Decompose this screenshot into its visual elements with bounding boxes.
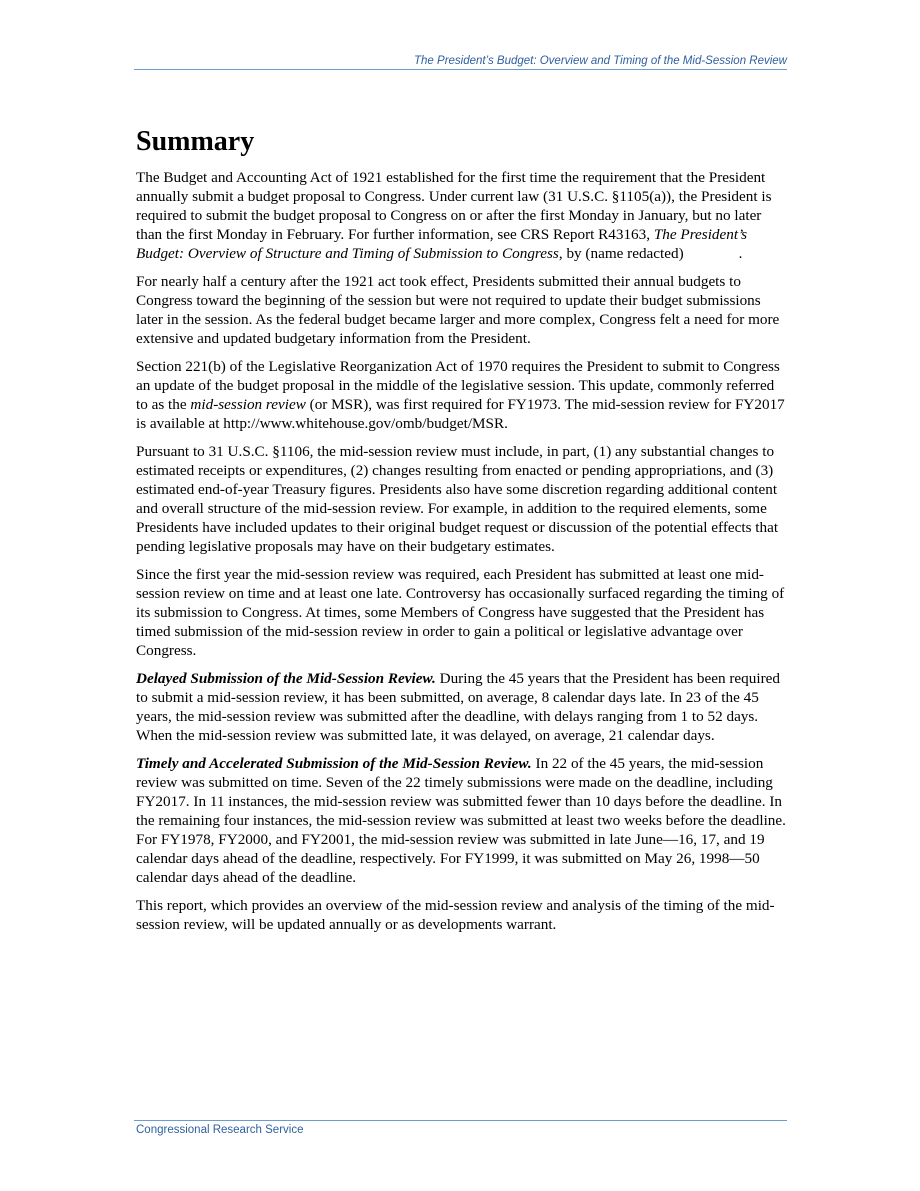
- paragraph-text: During the 45 years that the President has been required to submit a mid-session review, it has been submitted, on average, 8 calendar days late. In 23 of the 45 years, the mid-session review was submitted after the deadline, with delays ranging from 1 to 52 days. When the mid-session review was submitted late, it was delayed, on average, 21 calendar days.: [136, 670, 780, 744]
- paragraph-requirements: Pursuant to 31 U.S.C. §1106, the mid-session review must include, in part, (1) any substantial changes to estimated receipts or expenditures, (2) changes resulting from enacted or pending appropriations, and (3) estimated end-of-year Treasury figures. Presidents also have some discretion regarding additional content and overall structure of the mid-session review. For example, in addition to the required elements, some Presidents have included updates to their original budget request or discussion of the potential effects that pending legislative proposals may have on their budgetary estimates.: [136, 443, 779, 555]
- running-header: The President’s Budget: Overview and Timing of the Mid-Session Review: [414, 55, 787, 67]
- paragraph-history: For nearly half a century after the 1921 act took effect, Presidents submitted their annual budgets to Congress toward the beginning of the session but were not required to update their budget submissions later in the session. As the federal budget became larger and more complex, Congress felt a need for more extensive and updated budgetary information from the President.: [136, 273, 780, 347]
- term-mid-session-review: mid-session review: [190, 396, 306, 413]
- report-title: The President’s Budget: Overview of Structure and Timing of Submission to Congress: [136, 226, 748, 262]
- paragraph-lead-heading: Timely and Accelerated Submission of the Mid-Session Review.: [136, 755, 532, 772]
- paragraph-text: Section 221(b) of the Legislative Reorganization Act of 1970 requires the President to submit to Congress an update of the budget proposal in the middle of the legislative session. This update, commonly referred to as the: [136, 358, 780, 413]
- paragraph-text: , by (name redacted): [558, 245, 684, 262]
- section-title: Summary: [136, 126, 255, 157]
- paragraph-delayed-submission: [136, 669, 788, 745]
- paragraph-text: The Budget and Accounting Act of 1921 established for the first time the requirement that the President annually submit a budget proposal to Congress. Under current law (31 U.S.C. §1105(a)), the President is required to submit the budget proposal to Congress on or after the first Monday in January, but no later than the first Monday in February. For further information, see CRS Report R43163,: [136, 169, 772, 243]
- paragraph-budget-act: [136, 168, 788, 263]
- paragraph-text: (or MSR), was first required for FY1973. The mid-session review for FY2017 is available at http://www.whitehouse.gov/omb/budget/MSR.: [136, 396, 785, 432]
- paragraph-reorganization-act: [136, 357, 788, 433]
- paragraph-lead-heading: Delayed Submission of the Mid-Session Review.: [136, 670, 436, 687]
- paragraph-controversy: Since the first year the mid-session review was required, each President has submitted at least one mid-session review on time and at least one late. Controversy has occasionally surfaced regarding the timing of its submission to Congress. At times, some Members of Congress have suggested that the President has timed submission of the mid-session review in order to gain a political or legislative advantage over Congress.: [136, 566, 785, 659]
- footer-divider: [134, 1120, 787, 1121]
- paragraph-timely-submission: [136, 754, 788, 887]
- paragraph-report-overview: This report, which provides an overview of the mid-session review and analysis of the timing of the mid-session review, will be updated annually or as developments warrant.: [136, 897, 775, 933]
- paragraph-text: .: [738, 245, 743, 262]
- header-divider: [134, 69, 787, 70]
- footer-organization: Congressional Research Service: [136, 1124, 304, 1136]
- paragraph-text: In 22 of the 45 years, the mid-session review was submitted on time. Seven of the 22 timely submissions were made on the deadline, including FY2017. In 11 instances, the mid-session review was submitted fewer than 10 days before the deadline. In the remaining four instances, the mid-session review was submitted at least two weeks before the deadline. For FY1978, FY2000, and FY2001, the mid-session review was submitted in late June—16, 17, and 19 calendar days ahead of the deadline, respectively. For FY1999, it was submitted on May 26, 1998—50 calendar days ahead of the deadline.: [136, 755, 786, 886]
- summary-body: [136, 168, 788, 943]
